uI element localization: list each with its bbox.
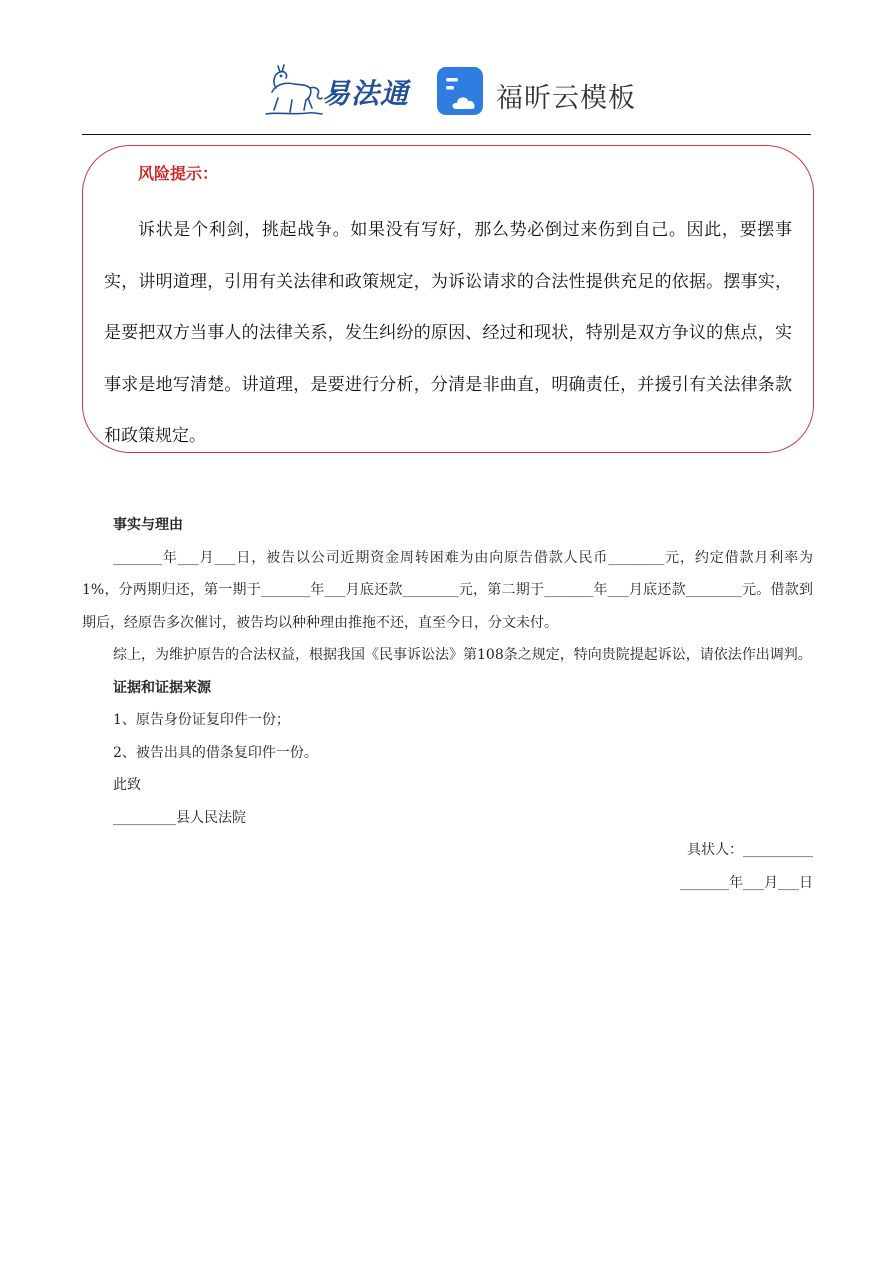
cloud-document-icon: [436, 66, 488, 118]
facts-heading: 事实与理由: [113, 517, 183, 533]
yifatong-logo: [262, 62, 412, 116]
foxit-template-wordmark: 福昕云模板: [496, 83, 636, 114]
evidence-item: 2、被告出具的借条复印件一份。: [113, 744, 318, 761]
conclusion-paragraph: 综上，为维护原告的合法权益，根据我国《民事诉讼法》第108条之规定，特向贵院提起诉讼，请依法作出调判。: [113, 647, 812, 663]
evidence-heading: 证据和证据来源: [113, 679, 211, 696]
complaint-body: [82, 509, 813, 899]
header-divider: [82, 134, 811, 135]
risk-warning-text: 诉状是个利剑，挑起战争。如果没有写好，那么势必倒过来伤到自己。因此，要摆事实，讲明道理，引用有关法律和政策规定，为诉讼请求的合法性提供充足的依据。摆事实，是要把双方当事人的法律关系，发生纠纷的原因、经过和现状，特别是双方争议的焦点，实事求是地写清楚。讲道理，是要进行分析，分清是非曲直，明确责任，并援引有关法律条款和政策规定。: [104, 220, 792, 446]
salutation: 此致: [113, 777, 141, 793]
foxit-template-logo: [436, 66, 646, 120]
evidence-item: 1、原告身份证复印件一份；: [113, 712, 290, 728]
qilin-icon: [262, 62, 324, 118]
signer-line: 具状人：__________: [687, 842, 813, 858]
yifatong-wordmark: 易法通: [322, 77, 410, 110]
facts-paragraph: _______年___月___日，被告以公司近期资金周转困难为由向原告借款人民币________元，约定借款月利率为1%，分两期归还，第一期于_______年___月底还款________元，第二期于_______年___月底还款________元。借款到期后，经原告多次催讨，被告均以种种理由推拖不还，直至今日，分文未付。: [82, 549, 813, 631]
court-name: _________县人民法院: [113, 809, 246, 826]
risk-warning-title: 风险提示：: [138, 164, 219, 183]
page-header: [0, 58, 893, 122]
date-line: _______年___月___日: [680, 874, 813, 891]
